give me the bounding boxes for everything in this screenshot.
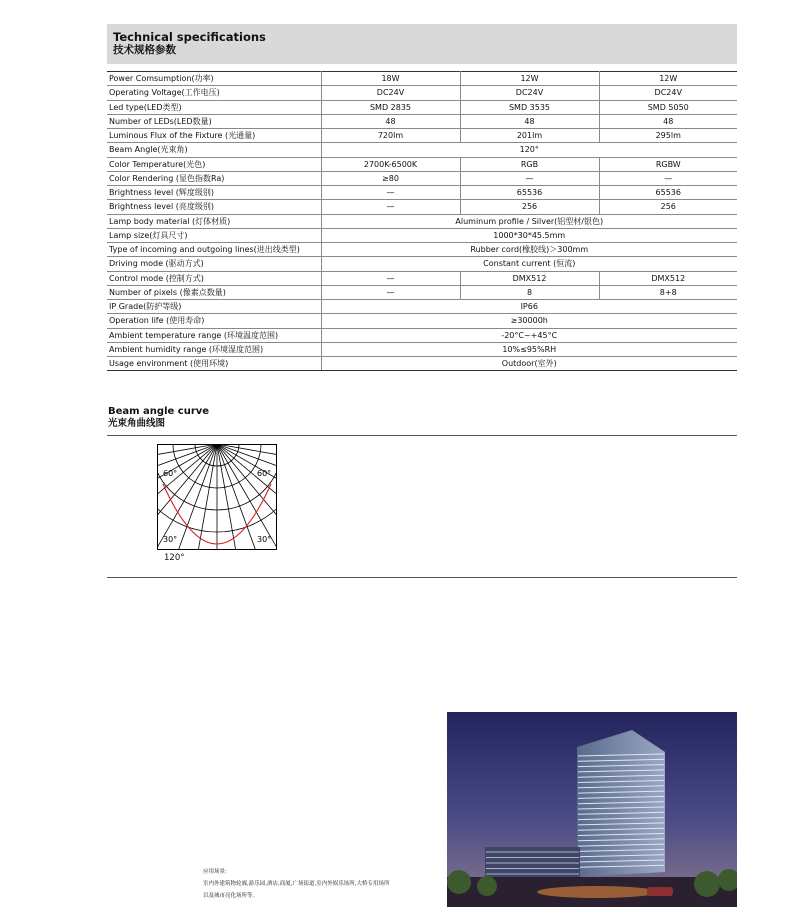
spec-value: 1000*30*45.5mm xyxy=(321,228,737,242)
spec-label: Operation life (使用寿命) xyxy=(107,314,321,328)
application-line: 室内外建筑物轮廓,游乐园,酒店,商厦,广场街道,室内外娱乐场所,大桥专用场所 xyxy=(203,881,390,887)
spec-value: RGBW xyxy=(599,157,737,171)
spec-value: 295lm xyxy=(599,129,737,143)
spec-value: SMD 3535 xyxy=(460,100,599,114)
tree xyxy=(477,876,497,896)
beam-bottom-rule xyxy=(107,577,737,578)
beam-title-zh: 光束角曲线图 xyxy=(108,418,166,429)
spec-row xyxy=(107,214,737,228)
spec-label: Luminous Flux of the Fixture (光通量) xyxy=(107,129,321,143)
spec-label: Color Temperature(光色) xyxy=(107,157,321,171)
spec-value: DC24V xyxy=(599,86,737,100)
spec-label: Lamp size(灯具尺寸) xyxy=(107,228,321,242)
spec-value: 120° xyxy=(321,143,737,157)
spec-row xyxy=(107,314,737,328)
spec-label: Beam Angle(光束角) xyxy=(107,143,321,157)
spec-value: — xyxy=(321,186,460,200)
spec-value: RGB xyxy=(460,157,599,171)
spec-value: 720lm xyxy=(321,129,460,143)
spec-label: Driving mode (驱动方式) xyxy=(107,257,321,271)
spec-label: Control mode (控制方式) xyxy=(107,271,321,285)
spec-row xyxy=(107,100,737,114)
application-scenarios xyxy=(203,866,390,902)
spec-value: DC24V xyxy=(460,86,599,100)
spec-value: DMX512 xyxy=(599,271,737,285)
spec-value: — xyxy=(460,171,599,185)
spec-row xyxy=(107,285,737,299)
spec-value: IP66 xyxy=(321,300,737,314)
spec-value: — xyxy=(321,271,460,285)
spec-label: Number of pixels (像素点数量) xyxy=(107,285,321,299)
spec-row xyxy=(107,129,737,143)
spec-row xyxy=(107,200,737,214)
spec-value: — xyxy=(321,200,460,214)
spec-label: Brightness level (辉度级别) xyxy=(107,186,321,200)
spec-value: SMD 5050 xyxy=(599,100,737,114)
polar-label-30-right: 30° xyxy=(257,535,272,544)
spec-row xyxy=(107,328,737,342)
beam-top-rule xyxy=(107,435,737,436)
spec-row xyxy=(107,228,737,242)
spec-row xyxy=(107,157,737,171)
building-night-photo xyxy=(447,712,737,907)
spec-value: 8 xyxy=(460,285,599,299)
beam-polar-diagram xyxy=(157,444,277,550)
spec-label: Power Comsumption(功率) xyxy=(107,72,321,86)
spec-row xyxy=(107,300,737,314)
spec-value: 65536 xyxy=(460,186,599,200)
beam-angle-label: 120° xyxy=(164,553,185,563)
spec-label: Led type(LED类型) xyxy=(107,100,321,114)
spec-value: 2700K-6500K xyxy=(321,157,460,171)
spec-value: DMX512 xyxy=(460,271,599,285)
street-glow xyxy=(537,886,657,898)
spec-value: 8+8 xyxy=(599,285,737,299)
spec-row xyxy=(107,171,737,185)
spec-value: 48 xyxy=(460,114,599,128)
polar-label-30-left: 30° xyxy=(163,535,178,544)
spec-table xyxy=(107,71,737,371)
spec-row xyxy=(107,243,737,257)
spec-value: 256 xyxy=(460,200,599,214)
spec-label: Number of LEDs(LED数量) xyxy=(107,114,321,128)
spec-value: SMD 2835 xyxy=(321,100,460,114)
spec-value: 256 xyxy=(599,200,737,214)
spec-value: ≥80 xyxy=(321,171,460,185)
spec-title-zh: 技术规格参数 xyxy=(113,44,176,56)
spec-value: — xyxy=(599,171,737,185)
spec-label: Ambient humidity range (环境湿度范围) xyxy=(107,342,321,356)
spec-label: Lamp body material (灯体材质) xyxy=(107,214,321,228)
spec-row xyxy=(107,114,737,128)
spec-header-band xyxy=(107,24,737,64)
spec-value: 48 xyxy=(321,114,460,128)
beam-section-title xyxy=(108,406,209,429)
application-heading: 应用场景: xyxy=(203,869,227,875)
beam-title-en: Beam angle curve xyxy=(108,406,210,417)
spec-value: Outdoor(室外) xyxy=(321,357,737,371)
spec-row xyxy=(107,357,737,371)
spec-value: Aluminum profile / Silver(铝型材/银色) xyxy=(321,214,737,228)
spec-value: — xyxy=(321,285,460,299)
application-line: 以及城市亮化场所等。 xyxy=(203,893,259,899)
spec-value: 201lm xyxy=(460,129,599,143)
spec-row xyxy=(107,86,737,100)
spec-title-en: Technical specifications xyxy=(113,30,266,44)
tree xyxy=(694,871,720,897)
spec-value: Constant current (恒流) xyxy=(321,257,737,271)
spec-label: Type of incoming and outgoing lines(进出线类型) xyxy=(107,243,321,257)
polar-label-60-left: 60° xyxy=(163,469,178,478)
spec-row xyxy=(107,342,737,356)
spec-row xyxy=(107,257,737,271)
spec-value: 12W xyxy=(460,72,599,86)
spec-label: Operating Voltage(工作电压) xyxy=(107,86,321,100)
spec-value: DC24V xyxy=(321,86,460,100)
spec-label: Color Rendering (显色指数Ra) xyxy=(107,171,321,185)
spec-row xyxy=(107,186,737,200)
spec-label: Brightness level (亮度级别) xyxy=(107,200,321,214)
spec-label: Ambient temperature range (环境温度范围) xyxy=(107,328,321,342)
spec-row xyxy=(107,143,737,157)
polar-label-60-right: 60° xyxy=(257,469,272,478)
spec-row xyxy=(107,72,737,86)
spec-value: ≥30000h xyxy=(321,314,737,328)
spec-value: 65536 xyxy=(599,186,737,200)
spec-value: -20°C~+45°C xyxy=(321,328,737,342)
tree xyxy=(447,870,471,894)
spec-label: Usage environment (使用环境) xyxy=(107,357,321,371)
spec-value: 48 xyxy=(599,114,737,128)
car xyxy=(647,887,673,896)
spec-value: 10%≤95%RH xyxy=(321,342,737,356)
spec-value: Rubber cord(橡胶线)＞300mm xyxy=(321,243,737,257)
spec-value: 18W xyxy=(321,72,460,86)
spec-row xyxy=(107,271,737,285)
spec-label: IP Grade(防护等级) xyxy=(107,300,321,314)
spec-value: 12W xyxy=(599,72,737,86)
